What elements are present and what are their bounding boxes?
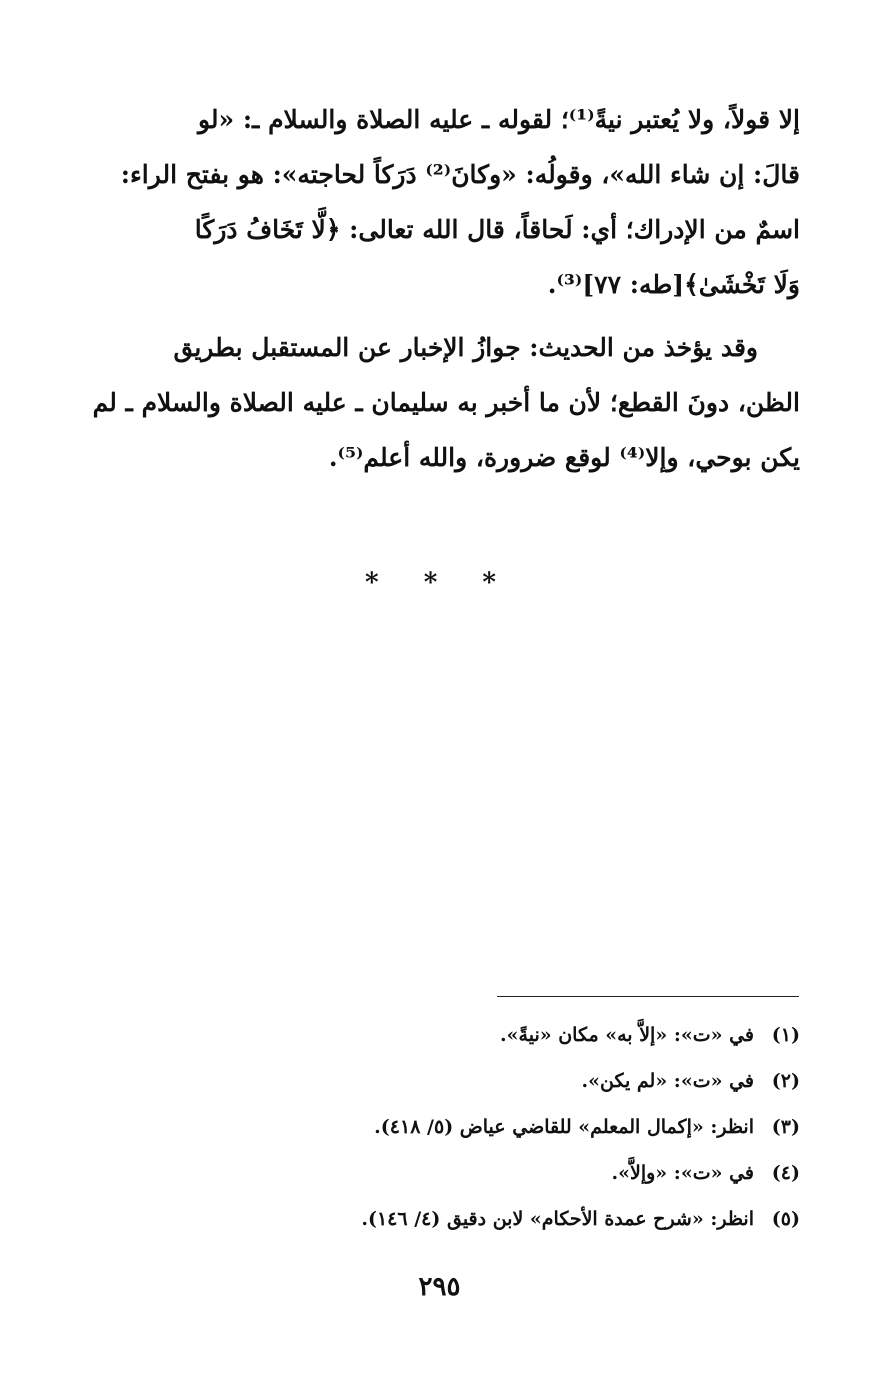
footnote-item (82, 1104, 800, 1150)
footnote-item (82, 1058, 800, 1104)
footnotes (82, 1012, 800, 1242)
main-text (82, 92, 800, 485)
paragraph-gap (82, 312, 800, 320)
text-line: وقد يؤخذ من الحديث: جوازُ الإخبار عن المستقبل بطريق (173, 333, 758, 362)
text-line: إلا قولاً، ولا يُعتبر نيةً⁽¹⁾؛ لقوله ـ عليه الصلاة والسلام ـ: «لو (197, 105, 800, 134)
footnote-text: انظر: «إكمال المعلم» للقاضي عياض (٥/ ٤١٨). (374, 1116, 754, 1138)
text-line: اسمٌ من الإدراك؛ أي: لَحاقاً، قال الله تعالى: ﴿لَّا تَخَافُ دَرَكًا (194, 215, 800, 244)
footnote-number: (١) (771, 1024, 800, 1046)
text-line: الظن، دونَ القطع؛ لأن ما أخبر به سليمان ـ عليه الصلاة والسلام ـ لم (92, 388, 800, 417)
text-line: قالَ: إن شاء الله»، وقولُه: «وكانَ⁽²⁾ دَرَكاً لحاجته»: هو بفتح الراء: (120, 160, 800, 189)
page-number: ٢٩٥ (418, 1272, 461, 1302)
text-line: وَلَا تَخْشَىٰ﴾[طه: ٧٧]⁽³⁾. (547, 270, 800, 299)
section-separator: * * * (365, 568, 514, 598)
footnote-item (82, 1150, 800, 1196)
footnote-number: (٤) (771, 1162, 800, 1184)
footnote-item (82, 1012, 800, 1058)
footnote-item (82, 1196, 800, 1242)
footnote-number: (٣) (771, 1116, 800, 1138)
footnote-text: انظر: «شرح عمدة الأحكام» لابن دقيق (٤/ ١٤٦). (361, 1208, 754, 1230)
footnote-text: في «ت»: «وإلاَّ». (611, 1162, 754, 1184)
footnote-rule (497, 996, 799, 997)
footnote-text: في «ت»: «لم يكن». (581, 1070, 754, 1092)
footnote-number: (٥) (771, 1208, 800, 1230)
text-line: يكن بوحي، وإلا⁽⁴⁾ لوقع ضرورة، والله أعلم⁽⁵⁾. (328, 443, 800, 472)
footnote-text: في «ت»: «إلاَّ به» مكان «نيةً». (500, 1024, 754, 1046)
footnote-number: (٢) (771, 1070, 800, 1092)
